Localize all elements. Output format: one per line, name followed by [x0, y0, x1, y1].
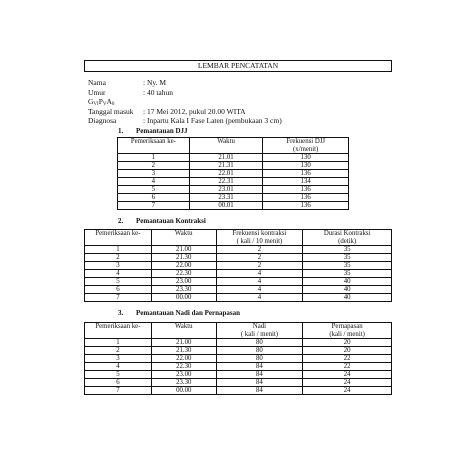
table-cell: 4: [216, 278, 303, 286]
table-cell: 7: [85, 387, 152, 395]
column-header: Pemeriksaan ke-: [85, 230, 152, 246]
table-cell: 3: [85, 262, 152, 270]
table-cell: 3: [85, 355, 152, 363]
table-cell: 136: [263, 170, 349, 178]
section-3-title: [118, 309, 240, 317]
table-cell: 00.00: [151, 294, 216, 302]
table-cell: 35: [303, 246, 392, 254]
table-cell: 134: [263, 178, 349, 186]
table-cell: 80: [216, 339, 303, 347]
column-header: Frekuensi kontraksi ( kali / 10 menit): [216, 230, 303, 246]
djj-table: [117, 137, 349, 210]
table-row: [85, 387, 392, 395]
table-cell: 40: [303, 278, 392, 286]
table-cell: 5: [85, 278, 152, 286]
table-row: [85, 254, 392, 262]
table-cell: 22.31: [189, 178, 263, 186]
gpa-sub-a: 0: [111, 102, 115, 108]
table-cell: 2: [118, 162, 190, 170]
column-header: Waktu: [189, 138, 263, 154]
table-cell: 6: [118, 194, 190, 202]
nadi-pernapasan-table: [84, 322, 392, 395]
table-cell: 7: [118, 202, 190, 210]
section-1-title: [118, 127, 188, 135]
gpa-a: A: [106, 97, 112, 107]
table-cell: 20: [303, 339, 392, 347]
table-cell: 23.30: [151, 379, 216, 387]
table-cell: 6: [85, 286, 152, 294]
document-title-text: LEMBAR PENCATATAN: [197, 61, 279, 70]
column-header: Waktu: [151, 323, 216, 339]
info-label: Diagnosa: [88, 116, 117, 126]
document-title: [84, 60, 392, 72]
table-cell: 4: [85, 363, 152, 371]
column-header: Frekuensi DJJ (x/menit): [263, 138, 349, 154]
table-cell: 22: [303, 363, 392, 371]
table-row: [85, 347, 392, 355]
table-row: [85, 278, 392, 286]
info-row-tanggal: [88, 107, 388, 117]
table-cell: 2: [216, 246, 303, 254]
table-cell: 84: [216, 371, 303, 379]
table-cell: 00.01: [189, 202, 263, 210]
obstetric-history: [88, 97, 143, 107]
table-cell: 6: [85, 379, 152, 387]
table-row: [118, 194, 349, 202]
table-cell: 23.00: [151, 371, 216, 379]
table-cell: 24: [303, 387, 392, 395]
gpa-sub-g: VI: [93, 102, 99, 108]
table-cell: 24: [303, 371, 392, 379]
table-cell: 1: [85, 339, 152, 347]
info-row-umur: [88, 88, 388, 98]
section-number: 3.: [118, 309, 124, 317]
table-header-row: [118, 138, 349, 154]
table-body: [85, 246, 392, 302]
table-cell: 21.00: [151, 339, 216, 347]
table-cell: 00.00: [151, 387, 216, 395]
section-title-text: Pemantauan DJJ: [136, 127, 188, 135]
table-cell: 21.30: [151, 347, 216, 355]
table-cell: 23.01: [189, 186, 263, 194]
table-cell: 22.30: [151, 270, 216, 278]
table-cell: 21.30: [151, 254, 216, 262]
patient-info: [88, 78, 388, 126]
table-cell: 7: [85, 294, 152, 302]
table-cell: 23.30: [151, 286, 216, 294]
table-body: [118, 154, 349, 210]
table-cell: 4: [118, 178, 190, 186]
table-cell: 35: [303, 270, 392, 278]
kontraksi-table: [84, 229, 392, 302]
section-number: 1.: [118, 127, 124, 135]
table-cell: 136: [263, 194, 349, 202]
table-row: [85, 246, 392, 254]
table-row: [118, 162, 349, 170]
table-cell: 4: [85, 270, 152, 278]
table-cell: 20: [303, 347, 392, 355]
column-header: Nadi ( kali / menit): [216, 323, 303, 339]
table-cell: 84: [216, 379, 303, 387]
table-row: [118, 154, 349, 162]
gpa-p: P: [98, 97, 103, 107]
table-cell: 5: [118, 186, 190, 194]
table-cell: 4: [216, 294, 303, 302]
table-cell: 24: [303, 379, 392, 387]
info-row-nama: [88, 78, 388, 88]
section-title-text: Pemantauan Kontraksi: [136, 217, 206, 225]
table-cell: 2: [216, 262, 303, 270]
table-cell: 23.31: [189, 194, 263, 202]
table-cell: 40: [303, 294, 392, 302]
table-cell: 80: [216, 347, 303, 355]
table-cell: 22.00: [151, 262, 216, 270]
gpa-sub-p: V: [102, 102, 107, 108]
section-number: 2.: [118, 217, 124, 225]
table-row: [85, 286, 392, 294]
table-cell: 2: [85, 347, 152, 355]
table-cell: 21.00: [151, 246, 216, 254]
column-header: Pemeriksaan ke-: [118, 138, 190, 154]
gpa-g: G: [88, 97, 94, 107]
table-cell: 21.01: [189, 154, 263, 162]
table-cell: 2: [216, 254, 303, 262]
table-header-row: [85, 323, 392, 339]
table-cell: 4: [216, 286, 303, 294]
info-label: Nama: [88, 78, 106, 87]
table-row: [118, 186, 349, 194]
table-header-row: [85, 230, 392, 246]
table-cell: 22.01: [189, 170, 263, 178]
table-row: [85, 363, 392, 371]
table-cell: 22.00: [151, 355, 216, 363]
table-cell: 4: [216, 270, 303, 278]
section-title-text: Pemantauan Nadi dan Pernapasan: [136, 309, 241, 317]
table-cell: 21.31: [189, 162, 263, 170]
info-value: : Ny. M: [143, 78, 167, 87]
table-body: [85, 339, 392, 395]
table-cell: 84: [216, 387, 303, 395]
info-label: Tanggal masuk: [88, 106, 134, 116]
table-row: [85, 294, 392, 302]
info-label: Umur: [88, 87, 106, 97]
column-header: Waktu: [151, 230, 216, 246]
info-value: : 17 Mei 2012, pukul 20.00 WITA: [143, 106, 246, 116]
info-row-gpa: [88, 97, 388, 107]
table-row: [118, 178, 349, 186]
column-header: Pernapasan (kali / menit): [303, 323, 392, 339]
table-row: [85, 270, 392, 278]
table-cell: 1: [118, 154, 190, 162]
table-cell: 136: [263, 186, 349, 194]
table-cell: 80: [216, 355, 303, 363]
table-row: [85, 262, 392, 270]
info-value: [143, 97, 388, 107]
table-row: [85, 355, 392, 363]
table-cell: 1: [85, 246, 152, 254]
table-cell: 130: [263, 162, 349, 170]
table-cell: 22: [303, 355, 392, 363]
table-cell: 35: [303, 254, 392, 262]
table-row: [85, 371, 392, 379]
table-cell: 130: [263, 154, 349, 162]
info-value: : 40 tahun: [143, 87, 173, 97]
table-cell: 3: [118, 170, 190, 178]
info-value: : Inpartu Kala I Fase Laten (pembukaan 3 cm): [143, 116, 282, 126]
info-row-diagnosa: [88, 116, 388, 126]
table-cell: 22.30: [151, 363, 216, 371]
table-cell: 136: [263, 202, 349, 210]
table-cell: 40: [303, 286, 392, 294]
table-row: [85, 379, 392, 387]
table-cell: 35: [303, 262, 392, 270]
table-cell: 84: [216, 363, 303, 371]
table-cell: 23.00: [151, 278, 216, 286]
table-row: [85, 339, 392, 347]
table-cell: 2: [85, 254, 152, 262]
table-cell: 5: [85, 371, 152, 379]
table-row: [118, 170, 349, 178]
column-header: Pemeriksaan ke-: [85, 323, 152, 339]
section-2-title: [118, 217, 206, 225]
table-row: [118, 202, 349, 210]
column-header: Durasi Kontraksi (detik): [303, 230, 392, 246]
